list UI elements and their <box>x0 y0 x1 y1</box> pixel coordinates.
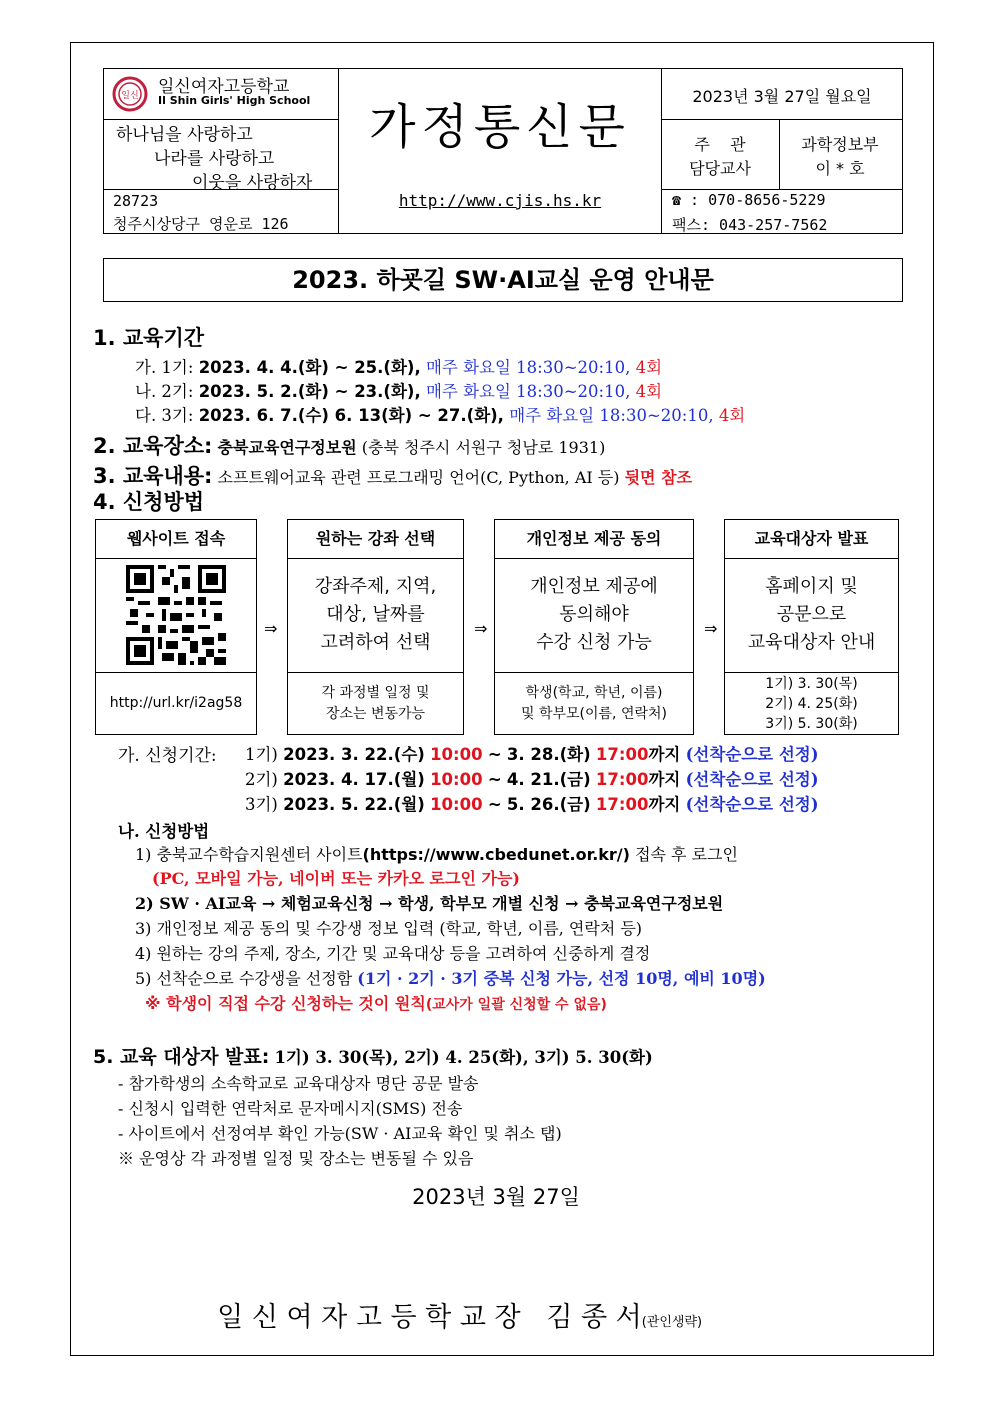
education-content: 소프트웨어교육 관련 프로그래밍 언어(C, Python, AI 등) <box>217 468 620 487</box>
period-label: 가. 신청기간: <box>118 746 217 766</box>
section5-item-2: - 신청시 입력한 연락처로 문자메시지(SMS) 전송 <box>118 1099 463 1118</box>
step-foot-line: 2기) 4. 25(화) <box>765 695 858 712</box>
motto-line-2: 나라를 사랑하고 <box>154 149 275 169</box>
motto-line-3: 이웃을 사랑하자 <box>192 173 313 193</box>
document-title: 2023. 하굣길 SW·AI교실 운영 안내문 <box>103 258 903 302</box>
method-label: 나. 신청방법 <box>118 822 210 841</box>
school-name-ko: 일신여자고등학교 <box>158 77 290 97</box>
method-step-2: 2) SW · AI교육 → 체험교육신청 → 학생, 학부모 개별 신청 → 충북교육연구정보원 <box>135 894 724 913</box>
section2 <box>93 430 605 460</box>
section5-heading: 5. 교육 대상자 발표: <box>93 1046 270 1068</box>
step-privacy-consent <box>494 519 694 735</box>
method-login-note: (PC, 모바일 가능, 네이버 또는 카카오 로그인 가능) <box>152 869 520 888</box>
period-dates: 2023. 6. 7.(수) 6. 13(화) ~ 27.(화), <box>198 406 504 425</box>
period-label: 다. 3기: <box>135 406 194 425</box>
step-body-line: 수강 신청 가능 <box>536 632 652 653</box>
address: 청주시상당구 영운로 126 <box>113 215 289 233</box>
period-count: 4회 <box>718 406 746 425</box>
newsletter-title: 가정통신문 <box>369 99 631 155</box>
step-foot-line: 1기) 3. 30(목) <box>765 675 858 692</box>
step-body-line: 강좌주제, 지역, <box>314 576 437 597</box>
method-step-5: 5) 선착순으로 수강생을 선정함 (1기 · 2기 · 3기 중복 신청 가능, 선정 10명, 예비 10명) <box>135 969 766 988</box>
step-body-line: 교육대상자 안내 <box>747 632 876 653</box>
period-row-2 <box>135 378 662 402</box>
period-schedule: 매주 화요일 18:30~20:10, <box>425 358 631 377</box>
arrow-icon: ⇒ <box>474 619 488 638</box>
section5 <box>93 1042 653 1069</box>
section4-heading: 4. 신청방법 <box>93 490 205 514</box>
step-website <box>95 519 257 735</box>
period-schedule: 매주 화요일 18:30~20:10, <box>509 406 714 425</box>
step-title: 원하는 강좌 선택 <box>288 520 463 559</box>
period-dates: 2023. 5. 2.(화) ~ 23.(화), <box>198 382 421 401</box>
application-period-1: 1기) 2023. 3. 22.(수) 10:00 ~ 3. 28.(화) 17:00까지 (선착순으로 선정) <box>245 745 819 764</box>
period-row-1 <box>135 354 662 378</box>
period-label: 나. 2기: <box>135 382 194 401</box>
phone: ☎ : 070-8656-5229 <box>672 191 826 209</box>
warning-note: ※ 학생이 직접 수강 신청하는 것이 원칙(교사가 일괄 신청할 수 없음) <box>145 994 607 1013</box>
motto-line-1: 하나님을 사랑하고 <box>116 125 253 145</box>
step-foot <box>96 672 256 734</box>
step-foot-line: 장소는 변동가능 <box>325 705 426 722</box>
application-period-2: 2기) 2023. 4. 17.(월) 10:00 ~ 4. 21.(금) 17:00까지 (선착순으로 선정) <box>245 770 819 789</box>
school-name-en: Il Shin Girls' High School <box>158 94 311 107</box>
step-select-course <box>287 519 464 735</box>
method-step-4: 4) 원하는 강의 주제, 장소, 기간 및 교육대상 등을 고려하여 신중하게 결정 <box>135 944 651 963</box>
seal-omitted: (관인생략) <box>641 1315 703 1330</box>
step-announcement <box>724 519 899 735</box>
teacher-label: 담당교사 <box>689 159 751 178</box>
step-body-line: 개인정보 제공에 <box>530 576 658 597</box>
section5-item-1: - 참가학생의 소속학교로 교육대상자 명단 공문 발송 <box>118 1074 479 1093</box>
education-address: (충북 청주시 서원구 청남로 1931) <box>361 438 606 457</box>
section5-item-4: ※ 운영상 각 과정별 일정 및 장소는 변동될 수 있음 <box>118 1149 474 1168</box>
step-body-line: 동의해야 <box>559 604 629 625</box>
website-link[interactable]: http://www.cjis.hs.kr <box>398 191 602 210</box>
step-body-line: 대상, 날짜를 <box>326 604 425 625</box>
step-foot-line: 3기) 5. 30(화) <box>765 715 858 732</box>
period-count: 4회 <box>635 382 663 401</box>
back-page-note: 뒷면 참조 <box>624 468 692 487</box>
teacher-value: 이 * 호 <box>815 159 865 178</box>
footer-date: 2023년 3월 27일 <box>412 1185 580 1209</box>
qr-code-area <box>96 558 256 672</box>
short-url-link[interactable]: http://url.kr/i2ag58 <box>109 695 243 711</box>
step-foot-line: 및 학부모(이름, 연락처) <box>521 705 667 722</box>
school-logo <box>110 76 150 112</box>
period-schedule: 매주 화요일 18:30~20:10, <box>425 382 631 401</box>
dept-value: 과학정보부 <box>801 135 879 154</box>
arrow-icon: ⇒ <box>704 619 718 638</box>
step-foot-line: 각 과정별 일정 및 <box>321 684 430 701</box>
postal-code: 28723 <box>113 192 159 210</box>
step-body-line: 홈페이지 및 <box>765 576 858 597</box>
period-row-3 <box>135 402 745 426</box>
period-label: 가. 1기: <box>135 358 194 377</box>
application-period-3: 3기) 2023. 5. 22.(월) 10:00 ~ 5. 26.(금) 17:00까지 (선착순으로 선정) <box>245 795 819 814</box>
step-body-line: 고려하여 선택 <box>320 632 431 653</box>
section3-heading: 3. 교육내용: <box>93 464 213 488</box>
announcement-dates: 1기) 3. 30(목), 2기) 4. 25(화), 3기) 5. 30(화) <box>274 1048 653 1067</box>
step-body-line: 공문으로 <box>776 604 847 625</box>
arrow-icon: ⇒ <box>264 619 278 638</box>
education-place: 충북교육연구정보원 <box>217 438 357 457</box>
step-title: 웹사이트 접속 <box>96 520 256 559</box>
period-count: 4회 <box>635 358 663 377</box>
fax: 팩스: 043-257-7562 <box>672 216 828 234</box>
dept-label: 주 관 <box>694 135 746 154</box>
step-title: 개인정보 제공 동의 <box>495 520 693 559</box>
period-dates: 2023. 4. 4.(화) ~ 25.(화), <box>198 358 421 377</box>
section2-heading: 2. 교육장소: <box>93 434 213 458</box>
section1-heading: 1. 교육기간 <box>93 326 205 350</box>
section5-item-3: - 사이트에서 선정여부 확인 가능(SW · AI교육 확인 및 취소 탭) <box>118 1124 562 1143</box>
method-step-1: 1) 충북교수학습지원센터 사이트(https://www.cbedunet.or.kr/) 접속 후 로그인 <box>135 845 738 864</box>
step-title: 교육대상자 발표 <box>725 520 898 559</box>
qr-code-icon[interactable] <box>126 565 226 665</box>
method-step-3: 3) 개인정보 제공 동의 및 수강생 정보 입력 (학교, 학년, 이름, 연락처 등) <box>135 919 643 938</box>
header-date: 2023년 3월 27일 월요일 <box>692 87 872 106</box>
step-foot-line: 학생(학교, 학년, 이름) <box>525 684 663 701</box>
principal-signature: 일 신 여 자 고 등 학 교 장 김 종 서(관인생략) <box>217 1302 703 1333</box>
logo-text: 일신 <box>121 91 139 101</box>
